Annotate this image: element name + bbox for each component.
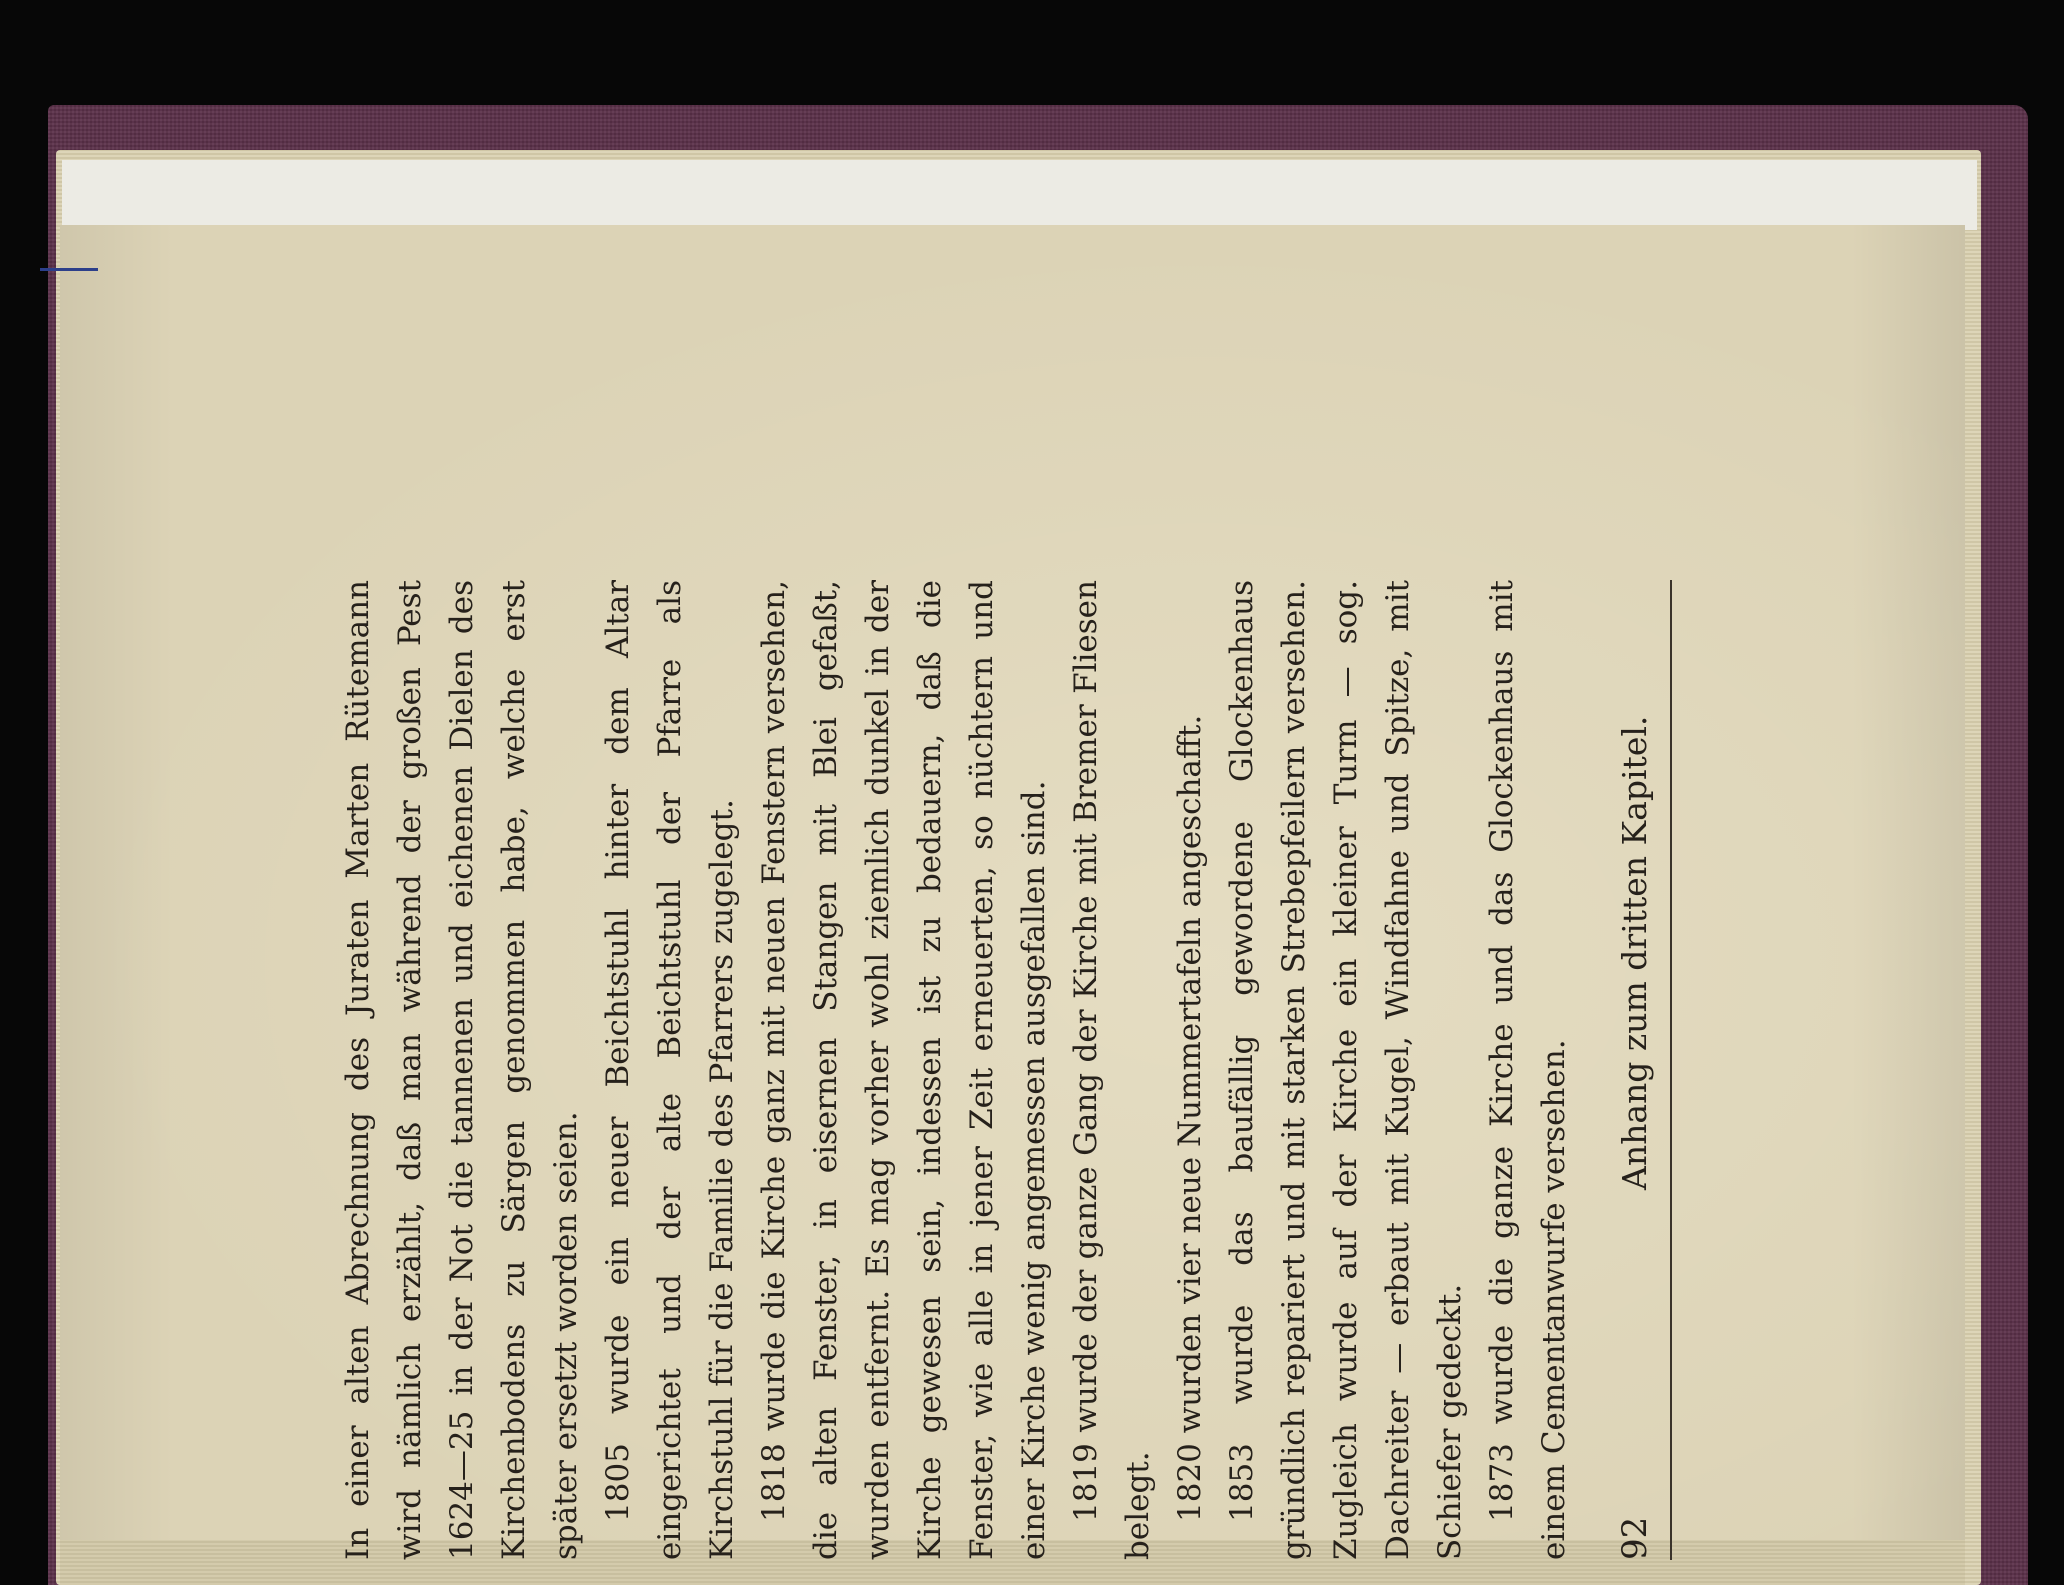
page-number: 92 [1615,1516,1655,1560]
paragraph: 1873 wurde die ganze Kirche und das Glockenhaus mit einem Cementanwurfe versehen. [1484,580,1572,1560]
rotated-text-block [310,580,1690,1560]
paragraph: 1818 wurde die Kirche ganz mit neuen Fenstern versehen, die alten Fenster, in eisernen Stangen mit Blei gefaßt, wurden entfernt. Es mag vorher wohl ziemlich dunkel in der Kirche gewesen sein, indessen ist zu bedauern, daß die Fenster, wie alle in jener Zeit erneuerten, so nüchtern und einer Kirche wenig angemessen ausgefallen sind. [756,580,1052,1560]
running-head: Anhang zum dritten Kapitel. [1615,715,1654,1190]
bookmark-marker [40,268,98,271]
paragraph: 1820 wurden vier neue Nummertafeln angeschafft. [1172,714,1208,1522]
flyleaf [62,160,1977,230]
body-inner [332,580,1580,1560]
paragraph: 1805 wurde ein neuer Beichtstuhl hinter dem Altar eingerichtet und der alte Beichtstuhl der Pfarre als Kirchstuhl für die Familie des Pfarrers zugelegt. [600,580,740,1560]
paragraph: In einer alten Abrechnung des Juraten Marten Rütemann wird nämlich erzählt, daß man während der großen Pest 1624—25 in der Not die tannenen und eichenen Dielen des Kirchenbodens zu Särgen genommen habe, welche erst später ersetzt worden seien. [340,580,584,1560]
page-header [1610,580,1672,1560]
body-text [310,580,1580,1560]
paragraph: 1853 wurde das baufällig gewordene Glockenhaus gründlich repariert und mit starken Strebepfeilern versehen. Zugleich wurde auf der Kirche ein kleiner Turm — sog. Dachreiter — erbaut mit Kugel, Windfahne und Spitze, mit Schiefer gedeckt. [1224,580,1468,1560]
paragraph: 1819 wurde der ganze Gang der Kirche mit Bremer Fliesen belegt. [1068,580,1156,1560]
